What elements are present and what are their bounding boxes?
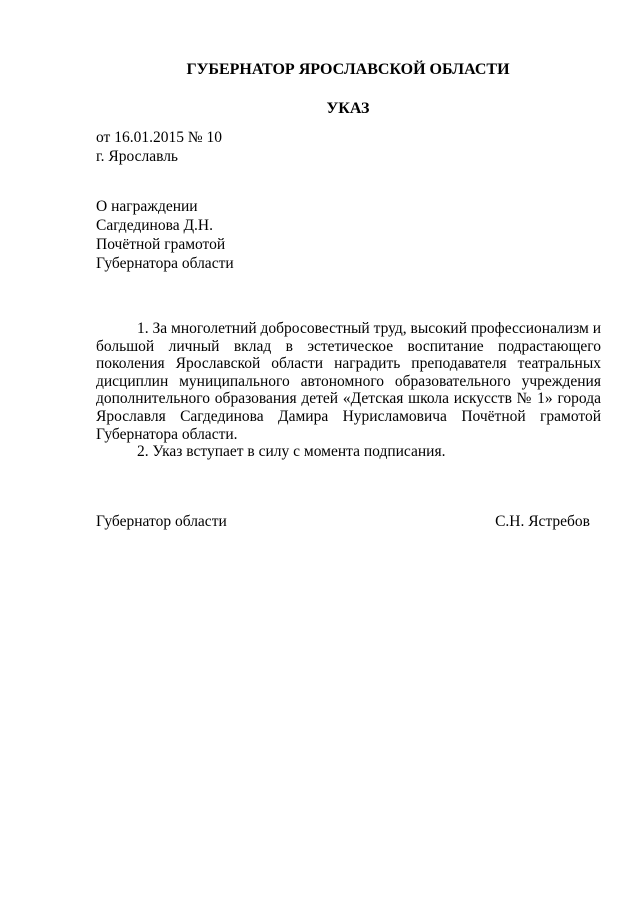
document-body — [96, 320, 601, 461]
document-meta — [96, 128, 222, 166]
subject-line: Губернатора области — [96, 255, 234, 272]
paragraph-effective: 2. Указ вступает в силу с момента подписания. — [137, 443, 446, 461]
date-number: от 16.01.2015 № 10 — [96, 129, 222, 146]
document-authority-heading: ГУБЕРНАТОР ЯРОСЛАВСКОЙ ОБЛАСТИ — [186, 61, 510, 78]
signature-block — [96, 512, 590, 531]
document-type-heading: УКАЗ — [326, 100, 370, 117]
subject-line: О награждении — [96, 198, 198, 215]
subject-line: Почётной грамотой — [96, 236, 226, 253]
signatory-position: Губернатор области — [96, 513, 227, 530]
paragraph-award: 1. За многолетний добросовестный труд, высокий профессионализм и большой личный вклад в эстетическое воспитание подрастающего поколения Ярославской области наградить преподавателя театральных дисциплин муниципального автономного образовательного учреждения дополнительного образования детей «Детская школа искусств № 1» города Ярославля Сагдединова Дамира Нурисламовича Почётной грамотой Губернатора области. — [96, 320, 602, 443]
city: г. Ярославль — [96, 148, 178, 165]
subject-line: Сагдединова Д.Н. — [96, 217, 213, 234]
document-subject — [96, 197, 234, 273]
signatory-name: С.Н. Ястребов — [495, 513, 590, 530]
